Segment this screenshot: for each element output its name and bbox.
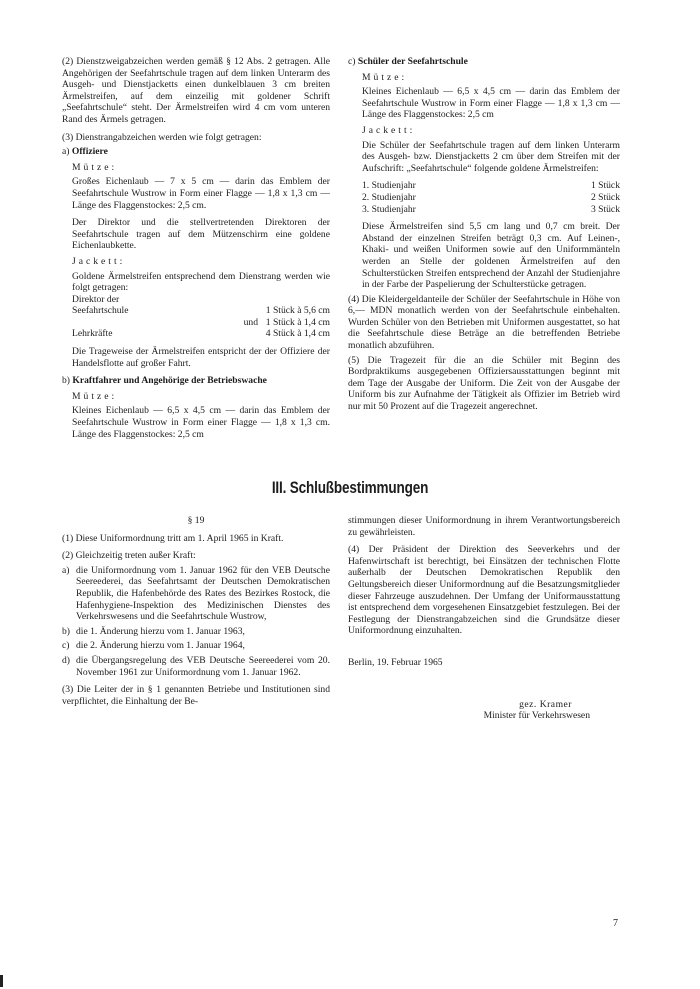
para19-4: (4) Der Präsident der Direktion des Seeverkehrs und der Hafenwirtschaft ist berechtigt, bei Einsätzen der technischen Flotte außerhalb der Deutschen Demokratischen Republik den Geltungsbereich dieser Uniformordnung auf die Besatzungsmitglieder dieser Fahrzeuge auszudehnen. Der Umfang der Uniformausstattung ist entsprechend dem vorgesehenen Einsatzgebiet festzulegen. Bei der Festlegung der Dienstrangabzeichen sind die Grundsätze dieser Uniformordnung einzuhalten. bbox=[348, 544, 620, 637]
para19-1: (1) Diese Uniformordnung tritt am 1. April 1965 in Kraft. bbox=[62, 532, 284, 544]
list-item: b) die 1. Änderung hierzu vom 1. Januar 1963, bbox=[62, 625, 245, 637]
trageweise-text: Die Trageweise der Ärmelstreifen entspricht der der Offiziere der Handelsflotte auf großer Fahrt. bbox=[72, 346, 330, 369]
paragraph-3: (3) Dienstrangabzeichen werden wie folgt getragen: bbox=[62, 131, 262, 143]
table-row: 1. Studienjahr 1 Stück bbox=[362, 180, 620, 192]
mutze-label-c: Mütze: bbox=[362, 71, 408, 83]
mutze-label-b: Mütze: bbox=[72, 390, 118, 402]
left-column-top bbox=[62, 56, 330, 440]
mutze-text-b: Kleines Eichenlaub — 6,5 x 4,5 cm — darin das Emblem der Seefahrtschule Wustrow in Form einer Flagge — 1,8 x 1,3 cm. Länge des Flaggenstockes: 2,5 cm bbox=[72, 405, 330, 440]
date-place: Berlin, 19. Februar 1965 bbox=[348, 656, 443, 668]
rank-stripe-table bbox=[62, 294, 330, 340]
subsection-c-title: Schüler der Seefahrtschule bbox=[357, 56, 468, 67]
list-item: a) die Uniformordnung vom 1. Januar 1962 für den VEB Deutsche Seereederei, das Seefahrtsamt der Deutschen Demokratischen Republik, die Hafenbehörde des Rates des Bezirkes Rostock, die Hafenhygiene-Inspektion des Medizinischen Dienstes des Verkehrswesens und die Seefahrtschule Wustrow, bbox=[62, 564, 330, 623]
subsection-c-label: c) bbox=[348, 56, 356, 67]
page-number: 7 bbox=[613, 918, 618, 929]
direktor-text: Der Direktor und die stellvertretenden Direktoren der Seefahrtschule tragen auf dem Mützenschirm eine goldene Eichenlaubkette. bbox=[72, 217, 330, 252]
subsection-a-title: Offiziere bbox=[71, 146, 108, 158]
streifen-text: Diese Ärmelstreifen sind 5,5 cm lang und 0,7 cm breit. Der Abstand der einzelnen Streifen beträgt 0,3 cm. Auf Leinen-, Khaki- und weißen Uniformen sowie auf den Uniformmänteln werden an Stelle der goldenen Ärmelstreifen auf den Schulterstücken Streifen entsprechend der Anzahl der Studienjahre in der Farbe der Paspelierung der Schulterstücke getragen. bbox=[362, 221, 620, 291]
study-year-table bbox=[348, 180, 620, 215]
signature-title: Minister für Verkehrswesen bbox=[483, 710, 590, 722]
subsection-b-title: Kraftfahrer und Angehörige der Betriebswache bbox=[72, 375, 267, 387]
paragraph-2: (2) Dienstzweigabzeichen werden gemäß § 12 Abs. 2 getragen. Alle Angehörigen der Seefahrtschule tragen auf dem linken Unterarm des Ausgeh- und Dienstjacketts einen dunkelblauen 3 cm breiten Ärmelstreifen, auf dem einzeilig mit goldener Schrift „Seefahrtschule“ steht. Der Ärmelstreifen wird 4 cm vom unteren Rand des Ärmels getragen. bbox=[62, 56, 330, 125]
list-item: d) die Übergangsregelung des VEB Deutsche Seereederei vom 20. November 1961 zur Uniformordnung vom 1. Januar 1962. bbox=[62, 654, 330, 678]
paragraph-sign: § 19 bbox=[187, 515, 205, 526]
scan-edge-mark bbox=[0, 975, 3, 987]
table-row: und 1 Stück à 1,4 cm bbox=[243, 316, 330, 328]
subsection-c-heading bbox=[348, 56, 620, 68]
mutze-text-a: Großes Eichenlaub — 7 x 5 cm — darin das Emblem der Seefahrtschule Wustrow in Form einer Flagge — 1,8 x 1,3 cm — Länge des Flaggenstockes: 2,5 cm. bbox=[72, 176, 330, 211]
subsection-a-heading bbox=[62, 146, 330, 158]
paragraph-4: (4) Die Kleidergeldanteile der Schüler der Seefahrtschule in Höhe von 6,— MDN monatlich werden von der Seefahrtschule einbehalten. Wurden Schüler von den Betrieben mit Uniformen ausgestattet, so hat die Seefahrtschule diese Beträge an die betreffenden Betriebe monatlich abzuführen. bbox=[348, 293, 620, 352]
jackett-label-c: Jackett: bbox=[362, 124, 416, 136]
table-row: 3. Studienjahr 3 Stück bbox=[362, 203, 620, 215]
mutze-text-c: Kleines Eichenlaub — 6,5 x 4,5 cm — darin das Emblem der Seefahrtschule Wustrow in Form einer Flagge — 1,8 x 1,3 cm — Länge des Flaggenstockes: 2,5 cm bbox=[362, 86, 620, 121]
para19-3-continuation: stimmungen dieser Uniformordnung in ihrem Verantwortungsbereich zu gewährleisten. bbox=[348, 515, 620, 538]
jackett-text-c: Die Schüler der Seefahrtschule tragen auf dem linken Unterarm des Ausgeh- bzw. Dienstjacketts 2 cm über dem Streifen mit der Aufschrift: „Seefahrtschule“ folgende goldene Ärmelstreifen: bbox=[362, 139, 620, 174]
jackett-label-a: Jackett: bbox=[72, 255, 126, 267]
right-column-bottom bbox=[348, 515, 620, 722]
jackett-text-a: Goldene Ärmelstreifen entsprechend dem Dienstrang werden wie folgt getragen: bbox=[72, 270, 330, 294]
subsection-b-label: b) bbox=[62, 375, 70, 387]
table-row: Seefahrtschule 1 Stück à 5,6 cm bbox=[72, 305, 330, 317]
section-title: III. Schlußbestimmungen bbox=[271, 479, 429, 497]
subsection-b-heading bbox=[62, 375, 330, 387]
table-row: Direktor der bbox=[72, 293, 120, 305]
left-column-bottom bbox=[62, 515, 330, 707]
para19-2: (2) Gleichzeitig treten außer Kraft: bbox=[62, 550, 196, 562]
list-item: c) die 2. Änderung hierzu vom 1. Januar 1964, bbox=[62, 640, 245, 652]
signature-name: gez. Kramer bbox=[519, 698, 572, 710]
mutze-label-a: Mütze: bbox=[72, 161, 118, 173]
table-row: 2. Studienjahr 2 Stück bbox=[362, 191, 620, 203]
para19-3: (3) Die Leiter der in § 1 genannten Betriebe und Institutionen sind verpflichtet, die Einhaltung der Be- bbox=[62, 684, 330, 707]
right-column-top bbox=[348, 56, 620, 413]
paragraph-5: (5) Die Tragezeit für die an die Schüler mit Beginn des Bordpraktikums ausgegebenen Offiziersausstattungen beginnt mit dem Tage der Ausgabe der Uniform. Die Zeit von der Ausgabe der Uniform bis zur Aufnahme der Tätigkeit als Offizier im Betrieb wird nur mit 50 Prozent auf die Tragezeit angerechnet. bbox=[348, 354, 620, 413]
subsection-a-label: a) bbox=[62, 146, 70, 158]
table-row: Lehrkräfte 4 Stück à 1,4 cm bbox=[72, 328, 330, 340]
